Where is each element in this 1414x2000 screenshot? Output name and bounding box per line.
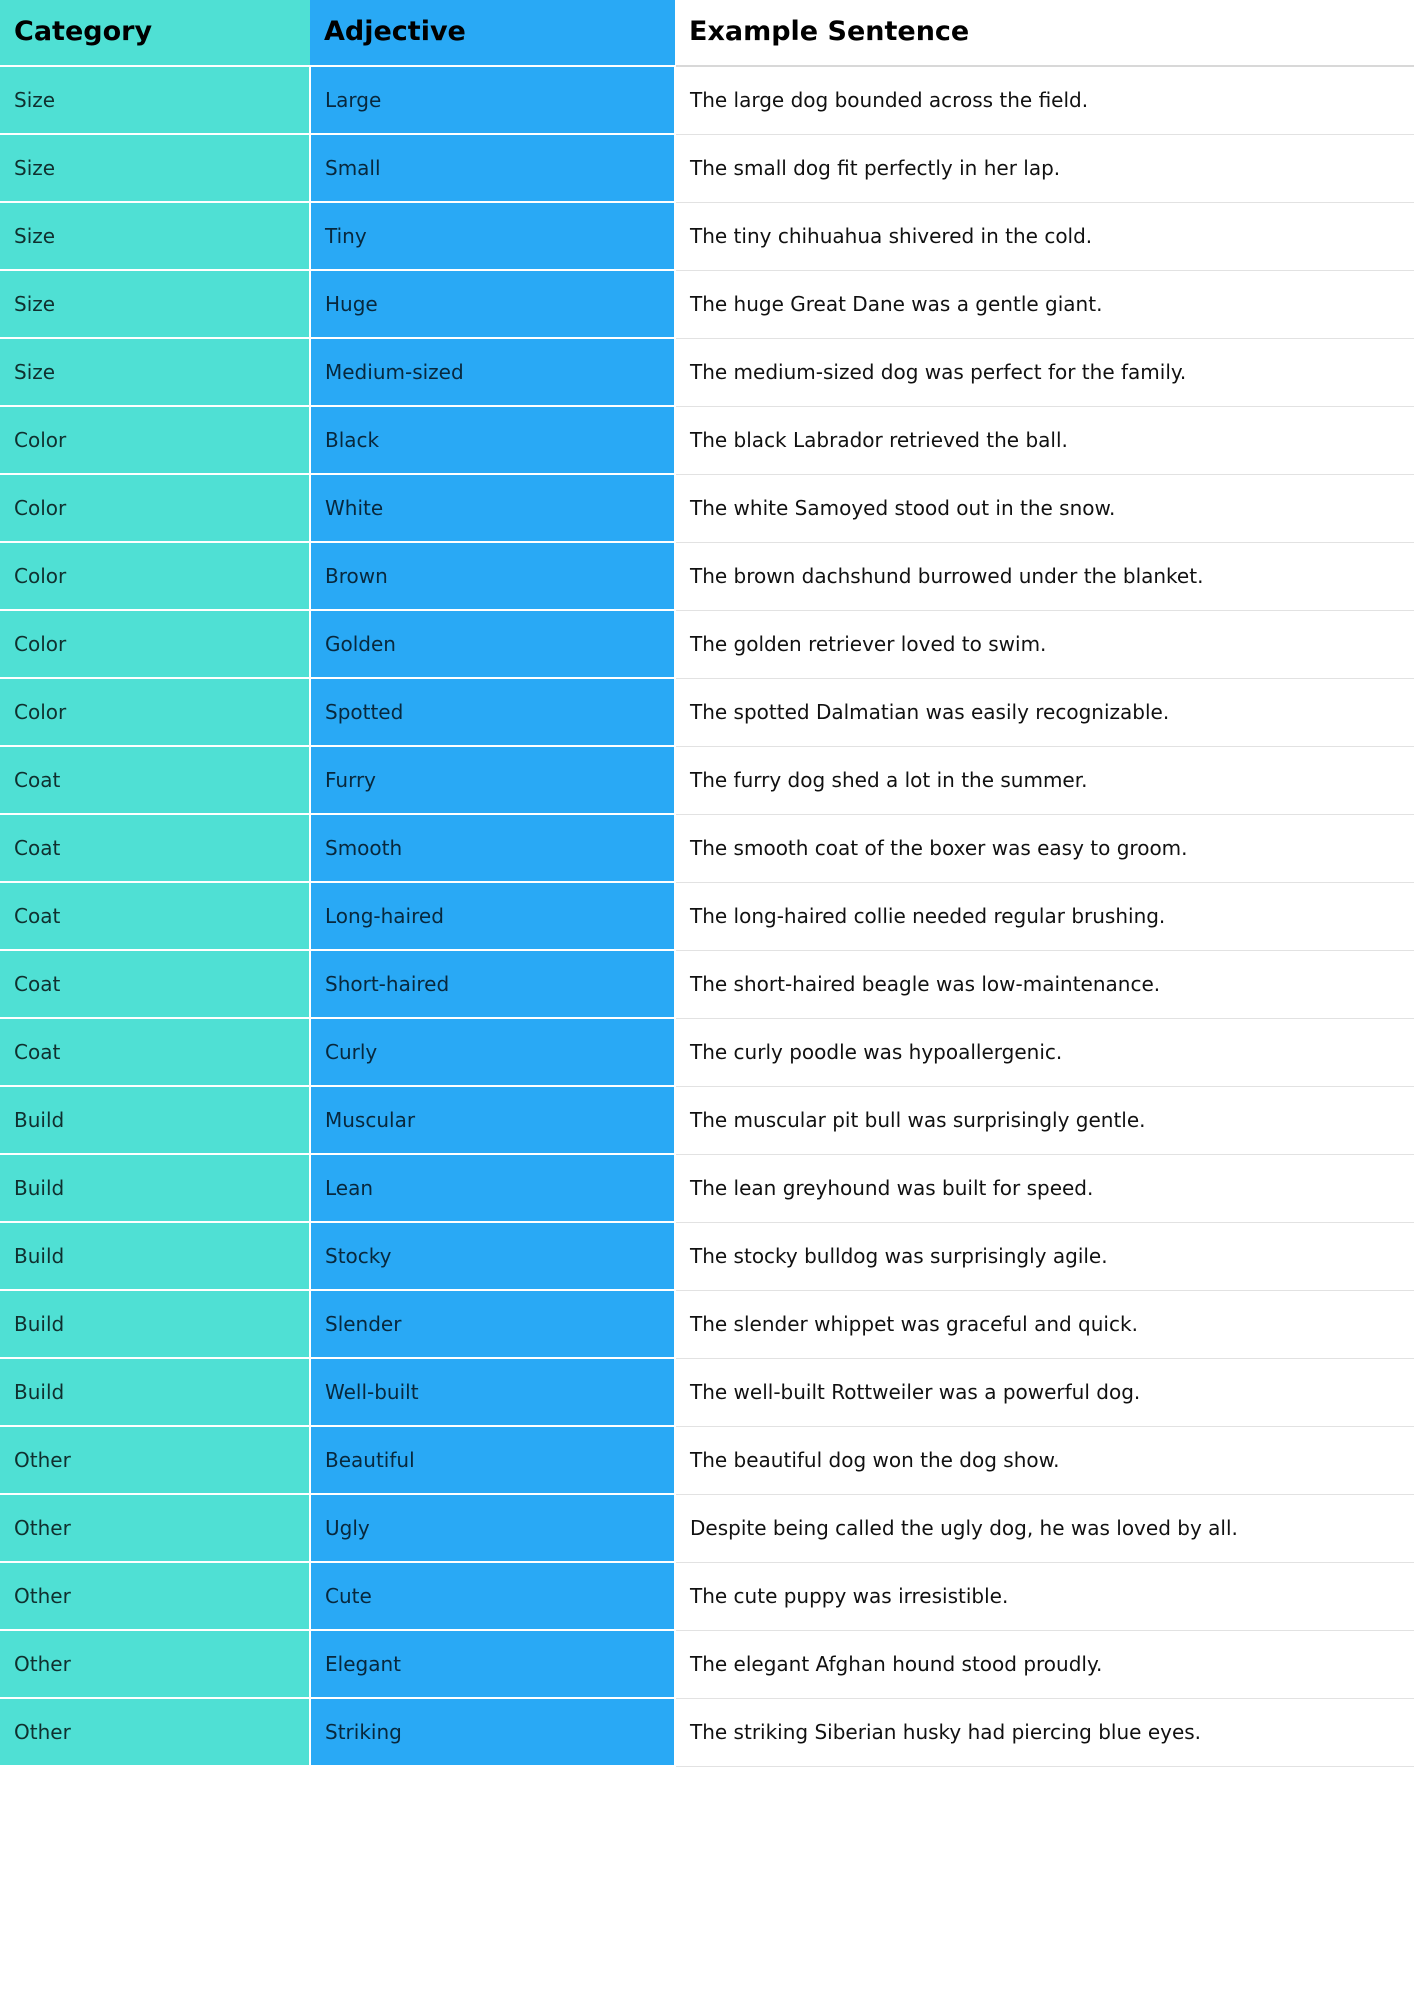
- table-row: [0, 1290, 1414, 1358]
- table-row: [0, 270, 1414, 338]
- table-row: [0, 950, 1414, 1018]
- cell-category: Color: [0, 474, 310, 542]
- table-row: [0, 542, 1414, 610]
- cell-category: Coat: [0, 814, 310, 882]
- cell-adjective: Well-built: [310, 1358, 675, 1426]
- cell-example-sentence: The well-built Rottweiler was a powerful dog.: [675, 1358, 1414, 1426]
- table-row: [0, 1086, 1414, 1154]
- cell-adjective: White: [310, 474, 675, 542]
- cell-category: Size: [0, 202, 310, 270]
- cell-adjective: Slender: [310, 1290, 675, 1358]
- column-header-adjective: Adjective: [310, 0, 675, 66]
- table-row: [0, 66, 1414, 134]
- cell-example-sentence: The furry dog shed a lot in the summer.: [675, 746, 1414, 814]
- cell-adjective: Stocky: [310, 1222, 675, 1290]
- cell-category: Build: [0, 1086, 310, 1154]
- table-row: [0, 1630, 1414, 1698]
- cell-example-sentence: The short-haired beagle was low-maintenance.: [675, 950, 1414, 1018]
- cell-category: Color: [0, 610, 310, 678]
- table-row: [0, 610, 1414, 678]
- cell-category: Coat: [0, 746, 310, 814]
- cell-adjective: Brown: [310, 542, 675, 610]
- cell-adjective: Elegant: [310, 1630, 675, 1698]
- table-row: [0, 1358, 1414, 1426]
- table-row: [0, 406, 1414, 474]
- table-row: [0, 1222, 1414, 1290]
- table-row: [0, 1494, 1414, 1562]
- cell-category: Other: [0, 1630, 310, 1698]
- cell-example-sentence: The huge Great Dane was a gentle giant.: [675, 270, 1414, 338]
- table-row: [0, 202, 1414, 270]
- cell-example-sentence: The large dog bounded across the field.: [675, 66, 1414, 134]
- cell-category: Build: [0, 1222, 310, 1290]
- cell-example-sentence: The golden retriever loved to swim.: [675, 610, 1414, 678]
- cell-example-sentence: The long-haired collie needed regular brushing.: [675, 882, 1414, 950]
- table-row: [0, 134, 1414, 202]
- cell-example-sentence: The curly poodle was hypoallergenic.: [675, 1018, 1414, 1086]
- cell-category: Other: [0, 1494, 310, 1562]
- cell-adjective: Beautiful: [310, 1426, 675, 1494]
- cell-adjective: Golden: [310, 610, 675, 678]
- table-row: [0, 1018, 1414, 1086]
- cell-adjective: Long-haired: [310, 882, 675, 950]
- cell-category: Size: [0, 338, 310, 406]
- table-body: [0, 66, 1414, 1766]
- cell-example-sentence: The smooth coat of the boxer was easy to groom.: [675, 814, 1414, 882]
- table-row: [0, 1562, 1414, 1630]
- table-row: [0, 814, 1414, 882]
- cell-adjective: Black: [310, 406, 675, 474]
- cell-example-sentence: The small dog fit perfectly in her lap.: [675, 134, 1414, 202]
- cell-category: Color: [0, 678, 310, 746]
- cell-adjective: Striking: [310, 1698, 675, 1766]
- cell-category: Other: [0, 1698, 310, 1766]
- cell-adjective: Spotted: [310, 678, 675, 746]
- cell-category: Build: [0, 1358, 310, 1426]
- cell-category: Size: [0, 66, 310, 134]
- cell-adjective: Cute: [310, 1562, 675, 1630]
- cell-example-sentence: The beautiful dog won the dog show.: [675, 1426, 1414, 1494]
- cell-example-sentence: The tiny chihuahua shivered in the cold.: [675, 202, 1414, 270]
- cell-adjective: Huge: [310, 270, 675, 338]
- cell-category: Color: [0, 542, 310, 610]
- cell-example-sentence: The striking Siberian husky had piercing blue eyes.: [675, 1698, 1414, 1766]
- column-header-example-sentence: Example Sentence: [675, 0, 1414, 66]
- cell-category: Build: [0, 1154, 310, 1222]
- cell-example-sentence: The black Labrador retrieved the ball.: [675, 406, 1414, 474]
- column-header-category: Category: [0, 0, 310, 66]
- cell-category: Size: [0, 270, 310, 338]
- cell-adjective: Ugly: [310, 1494, 675, 1562]
- cell-example-sentence: The cute puppy was irresistible.: [675, 1562, 1414, 1630]
- cell-category: Coat: [0, 950, 310, 1018]
- cell-adjective: Tiny: [310, 202, 675, 270]
- table-header: [0, 0, 1414, 66]
- cell-adjective: Smooth: [310, 814, 675, 882]
- table-row: [0, 746, 1414, 814]
- cell-example-sentence: Despite being called the ugly dog, he was loved by all.: [675, 1494, 1414, 1562]
- cell-category: Other: [0, 1562, 310, 1630]
- cell-adjective: Medium-sized: [310, 338, 675, 406]
- cell-category: Coat: [0, 882, 310, 950]
- cell-example-sentence: The brown dachshund burrowed under the blanket.: [675, 542, 1414, 610]
- cell-example-sentence: The white Samoyed stood out in the snow.: [675, 474, 1414, 542]
- table-row: [0, 1426, 1414, 1494]
- cell-adjective: Furry: [310, 746, 675, 814]
- cell-category: Build: [0, 1290, 310, 1358]
- cell-category: Color: [0, 406, 310, 474]
- cell-example-sentence: The stocky bulldog was surprisingly agile.: [675, 1222, 1414, 1290]
- table-row: [0, 882, 1414, 950]
- table-header-row: [0, 0, 1414, 66]
- table-row: [0, 474, 1414, 542]
- cell-example-sentence: The slender whippet was graceful and quick.: [675, 1290, 1414, 1358]
- cell-category: Coat: [0, 1018, 310, 1086]
- table-row: [0, 1154, 1414, 1222]
- cell-example-sentence: The lean greyhound was built for speed.: [675, 1154, 1414, 1222]
- cell-adjective: Large: [310, 66, 675, 134]
- cell-adjective: Short-haired: [310, 950, 675, 1018]
- table-row: [0, 338, 1414, 406]
- cell-adjective: Muscular: [310, 1086, 675, 1154]
- table-row: [0, 1698, 1414, 1766]
- cell-example-sentence: The medium-sized dog was perfect for the family.: [675, 338, 1414, 406]
- cell-example-sentence: The muscular pit bull was surprisingly gentle.: [675, 1086, 1414, 1154]
- cell-adjective: Lean: [310, 1154, 675, 1222]
- cell-adjective: Small: [310, 134, 675, 202]
- cell-adjective: Curly: [310, 1018, 675, 1086]
- table-row: [0, 678, 1414, 746]
- cell-category: Size: [0, 134, 310, 202]
- cell-example-sentence: The elegant Afghan hound stood proudly.: [675, 1630, 1414, 1698]
- cell-category: Other: [0, 1426, 310, 1494]
- cell-example-sentence: The spotted Dalmatian was easily recognizable.: [675, 678, 1414, 746]
